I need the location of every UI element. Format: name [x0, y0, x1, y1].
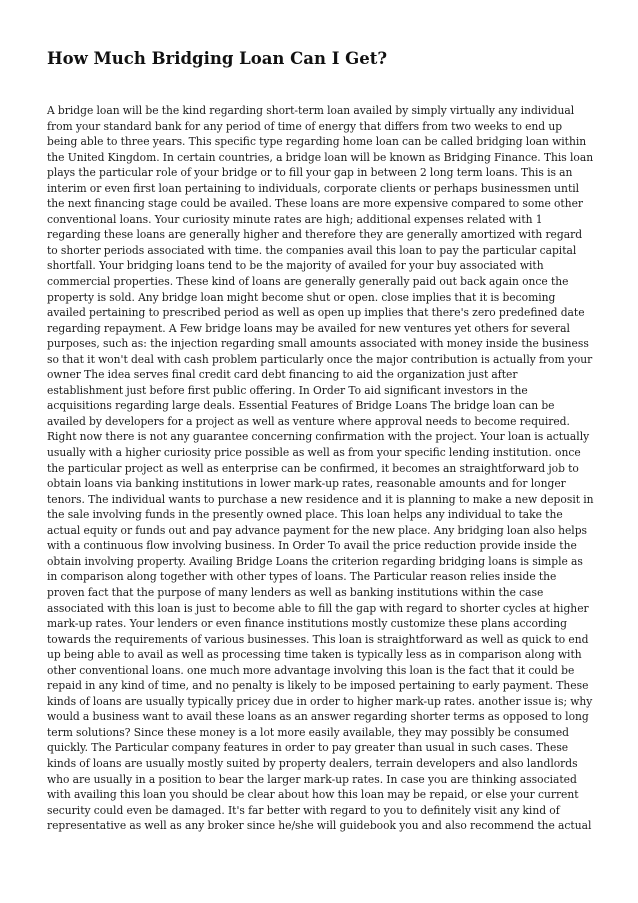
document-body-paragraph: A bridge loan will be the kind regarding short-term loan availed by simply virtually any individual from your standard bank for any period of time of energy that differs from two weeks to end up being able to three years. This specific type regarding home loan can be called bridging loan within the United Kingdom. In certain countries, a bridge loan will be known as Bridging Finance. This loan plays the particular role of your bridge or to fill your gap in between 2 long term loans. This is an interim or even first loan pertaining to individuals, corporate clients or perhaps businessmen until the next financing stage could be availed. These loans are more expensive compared to some other conventional loans. Your curiosity minute rates are high; additional expenses related with 1 regarding these loans are generally higher and therefore they are generally amortized with regard to shorter periods associated with time. the companies avail this loan to pay the particular capital shortfall. Your bridging loans tend to be the majority of availed for your buy associated with commercial properties. These kind of loans are generally generally paid out back again once the property is sold. Any bridge loan might become shut or open. close implies that it is becoming availed pertaining to prescribed period as well as open up implies that there's zero predefined date regarding repayment. A Few bridge loans may be availed for new ventures yet others for several purposes, such as: the injection regarding small amounts associated with money inside the business so that it won't deal with cash problem particularly once the major contribution is actually from your owner The idea serves final credit card debt financing to aid the organization just after establishment just before first public offering. In Order To aid significant investors in the acquisitions regarding large deals. Essential Features of Bridge Loans The bridge loan can be availed by developers for a project as well as venture where approval needs to become required. Right now there is not any guarantee concerning confirmation with the project. Your loan is actually usually with a higher curiosity price possible as well as from your specific lending institution. once the particular project as well as enterprise can be confirmed, it becomes an straightforward job to obtain loans via banking institutions in lower mark-up rates, reasonable amounts and for longer tenors. The individual wants to purchase a new residence and it is planning to make a new deposit in the sale involving funds in the presently owned place. This loan helps any individual to take the actual equity or funds out and pay advance payment for the new place. Any bridging loan also helps with a continuous flow involving business. In Order To avail the price reduction provide inside the obtain involving property. Availing Bridge Loans the criterion regarding bridging loans is simple as in comparison along together with other types of loans. The Particular reason relies inside the proven fact that the purpose of many lenders as well as banking institutions within the case associated with this loan is just to become able to fill the gap with regard to shorter cycles at higher mark-up rates. Your lenders or even finance institutions mostly customize these plans according towards the requirements of various businesses. This loan is straightforward as well as quick to end up being able to avail as well as processing time taken is typically less as in comparison along with other conventional loans. one much more advantage involving this loan is the fact that it could be repaid in any kind of time, and no penalty is likely to be imposed pertaining to early payment. These kinds of loans are usually typically pricey due in order to higher mark-up rates. another issue is; why would a business want to avail these loans as an answer regarding shorter terms as opposed to long term solutions? Since these money is a lot more easily available, they may possibly be consumed quickly. The Particular company features in order to pay greater than usual in such cases. These kinds of loans are usually mostly suited by property dealers, terrain developers and also landlords who are usually in a position to bear the larger mark-up rates. In case you are thinking associated with availing this loan you should be clear about how this loan may be repaid, or else your current security could even be damaged. It's far better with regard to you to definitely visit any kind of representative as well as any broker since he/she will guidebook you and also recommend the actual	[47, 104, 594, 833]
document-title: How Much Bridging Loan Can I Get?	[47, 49, 388, 68]
document-page	[47, 47, 595, 834]
